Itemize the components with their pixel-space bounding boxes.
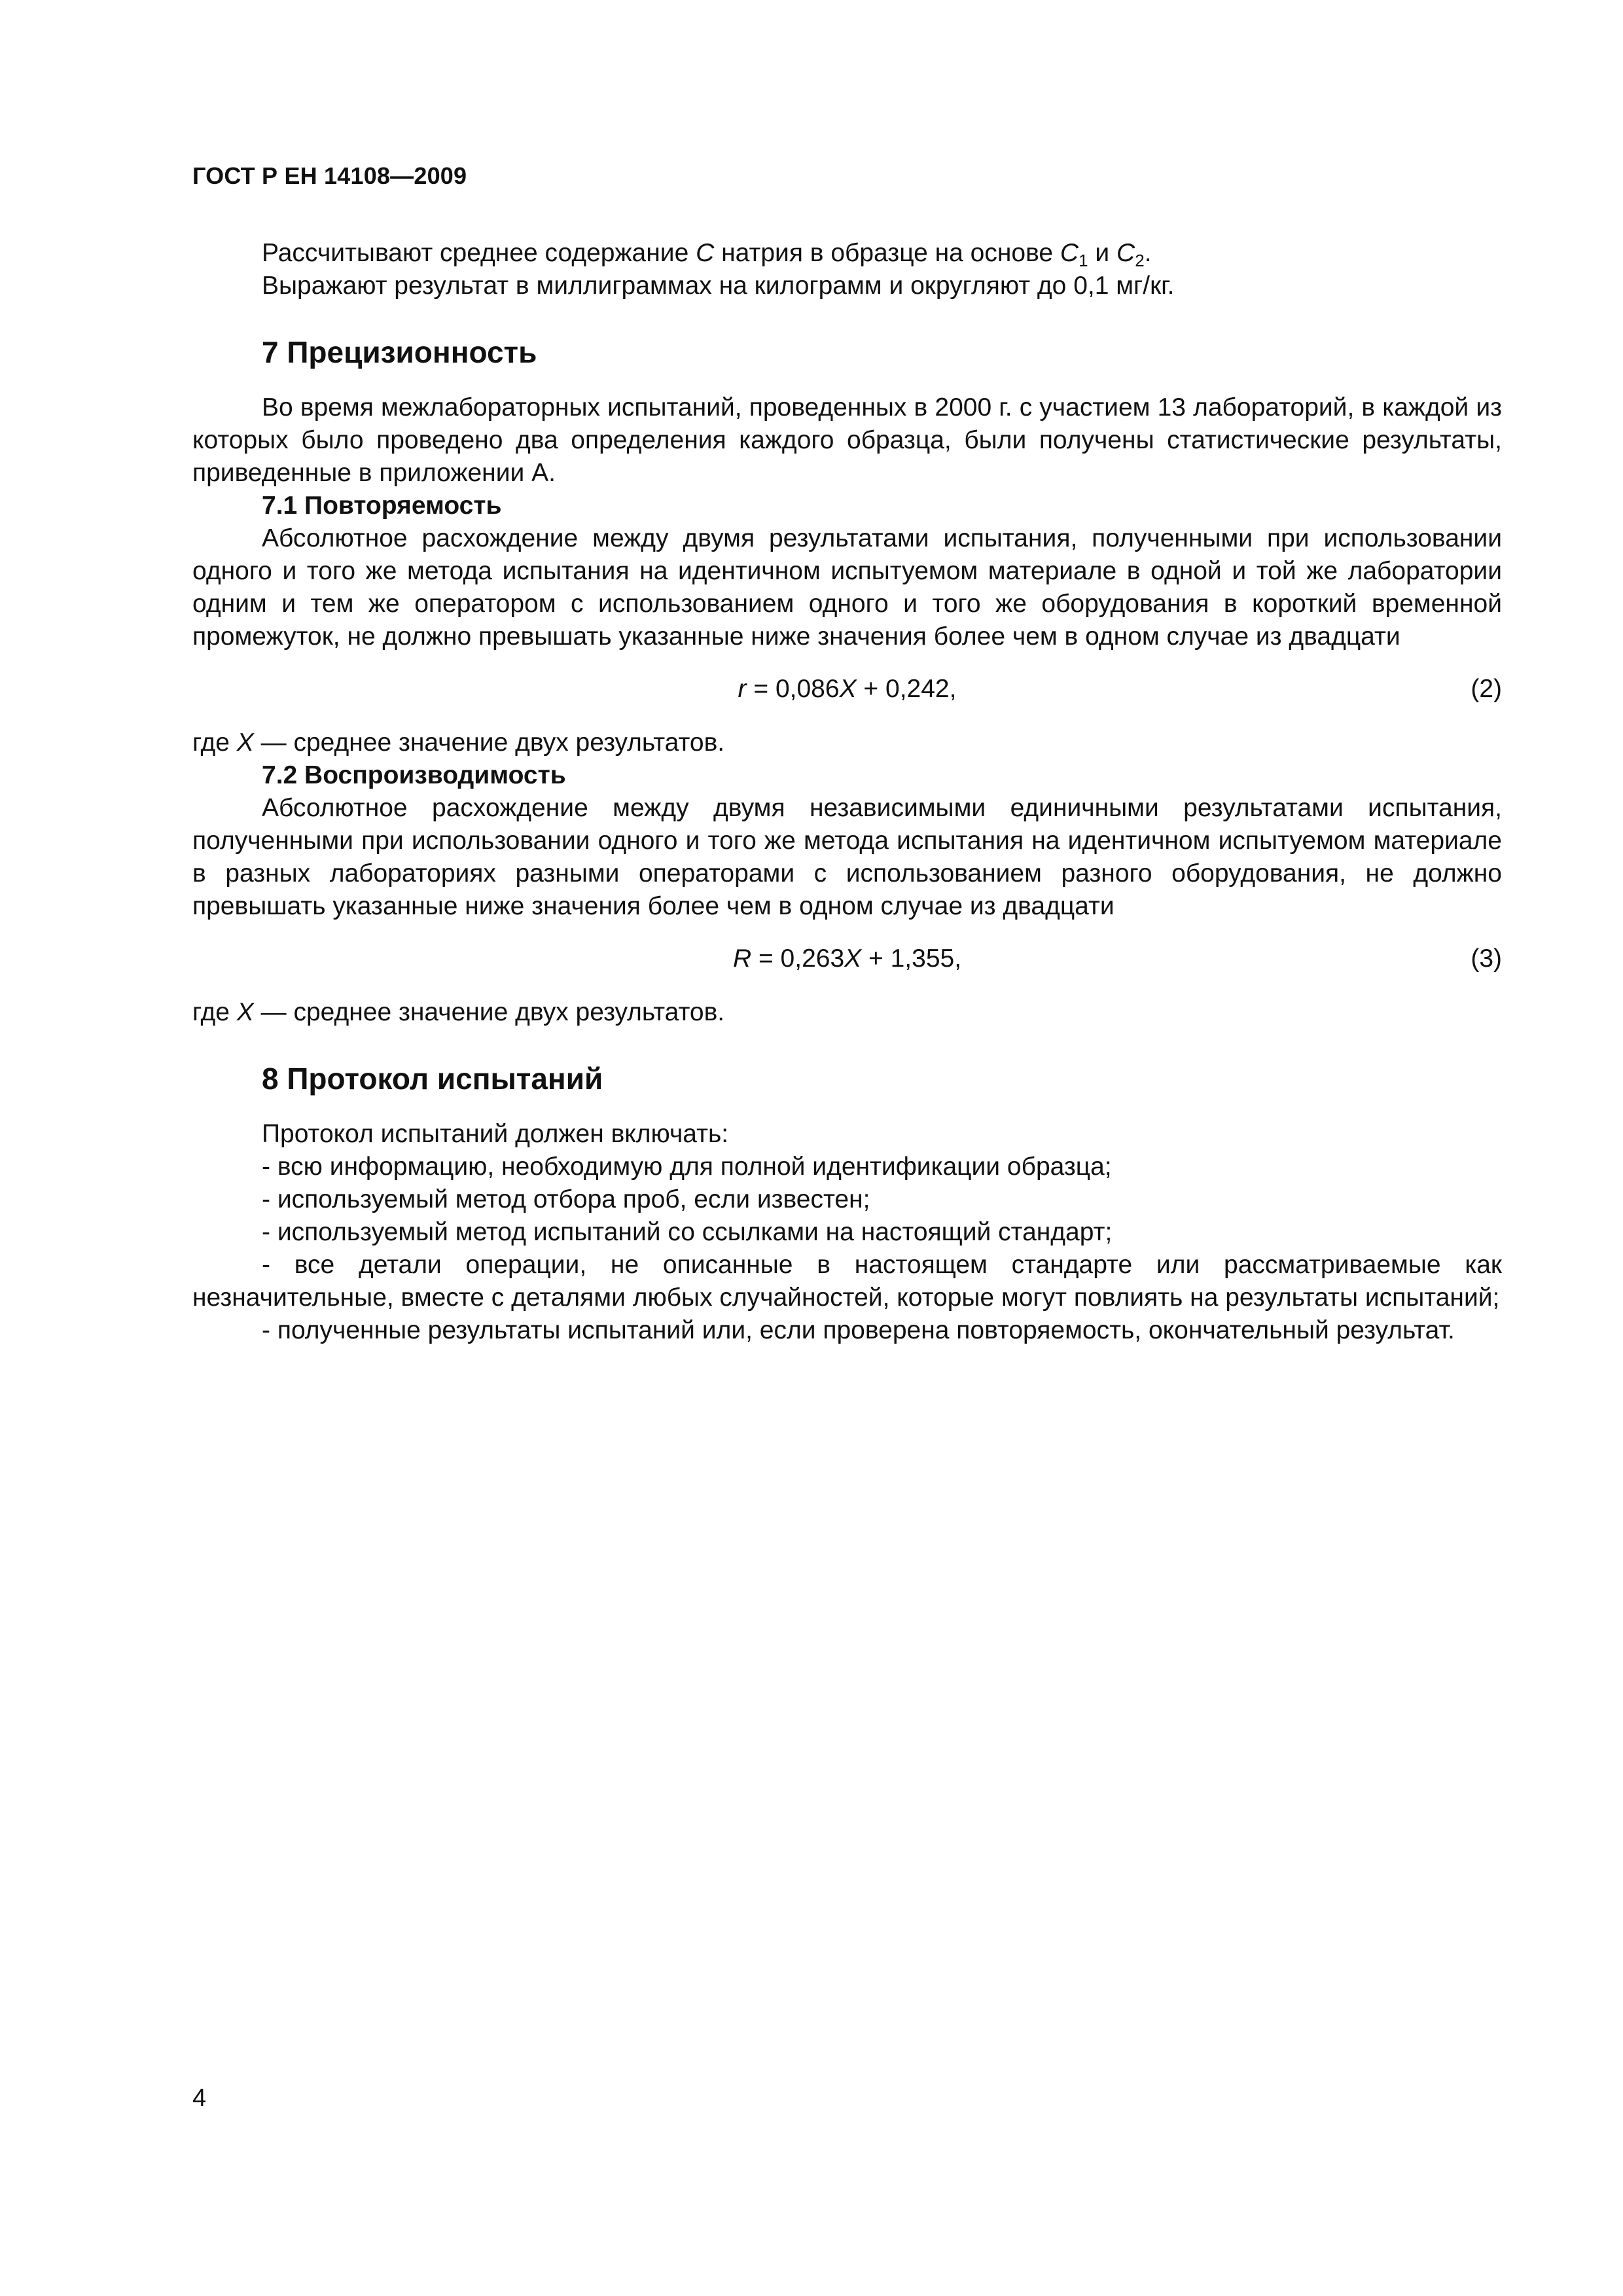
section-7-1-paragraph: Абсолютное расхождение между двумя результатами испытания, полученными при использовании одного и того же метода испытания на идентичном испытуемом материале в одной и той же лаборатории одним и тем же оператором с использованием одного и того же оборудования в короткий временной промежуток, не должно превышать указанные ниже значения более чем в одном случае из двадцати xyxy=(192,524,1502,651)
section-7-heading: 7 Прецизионность xyxy=(262,335,537,369)
express-result-paragraph: Выражают результат в миллиграммах на килограмм и округляют до 0,1 мг/кг. xyxy=(262,272,1175,300)
where-2-x: X xyxy=(236,728,254,757)
formula-2-part-b: + 0,242, xyxy=(856,675,957,703)
formula-3-where xyxy=(192,996,1502,1029)
formula-3-x: X xyxy=(844,944,862,973)
calc-end: . xyxy=(1144,239,1152,267)
section-8-heading: 8 Протокол испытаний xyxy=(262,1062,603,1096)
protocol-list-item: - все детали операции, не описанные в настоящем стандарте или рассматриваемые как незначительные, вместе с деталями любых случайностей, которые могут повлиять на результаты испытаний; xyxy=(192,1251,1502,1312)
where-3-b: — среднее значение двух результатов. xyxy=(260,998,725,1026)
protocol-list-item: - используемый метод испытаний со ссылками на настоящий стандарт; xyxy=(262,1218,1113,1246)
calc-variable: C xyxy=(696,239,715,267)
where-3-x: X xyxy=(236,998,254,1026)
where-2-a: где xyxy=(192,728,230,757)
section-7-paragraph: Во время межлабораторных испытаний, проведенных в 2000 г. с участием 13 лабораторий, в каждой из которых было проведено два определения каждого образца, были получены статистические результаты, приведенные в приложении А. xyxy=(192,393,1502,487)
calc-text-b: натрия в образце на основе xyxy=(721,239,1054,267)
section-7-1-heading: 7.1 Повторяемость xyxy=(262,492,502,520)
page-number: 4 xyxy=(192,2085,207,2112)
calculation-paragraph xyxy=(192,237,1502,270)
formula-2-part-a: = 0,086 xyxy=(746,675,840,703)
formula-3-part-a: = 0,263 xyxy=(751,944,845,973)
formula-2-number: (2) xyxy=(1471,675,1502,703)
formula-2-where xyxy=(192,726,1502,759)
c2-variable: C xyxy=(1116,239,1135,267)
formula-3-variable: R xyxy=(732,944,752,973)
protocol-list-item: - используемый метод отбора проб, если известен; xyxy=(262,1185,870,1213)
where-3-a: где xyxy=(192,998,230,1026)
c1-variable: C xyxy=(1060,239,1079,267)
formula-3-number: (3) xyxy=(1471,944,1502,973)
formula-2-x: X xyxy=(839,675,857,703)
document-body xyxy=(192,237,1502,1347)
c2-subscript: 2 xyxy=(1135,251,1145,270)
formula-3-expression xyxy=(192,942,1502,975)
c1-subscript: 1 xyxy=(1079,251,1088,270)
protocol-list-item: - всю информацию, необходимую для полной идентификации образца; xyxy=(262,1153,1112,1181)
calc-text-a: Рассчитывают среднее содержание xyxy=(262,239,689,267)
formula-2 xyxy=(192,673,1502,706)
formula-3 xyxy=(192,942,1502,975)
document-id-header: ГОСТ Р ЕН 14108—2009 xyxy=(192,162,467,189)
formula-2-variable: r xyxy=(738,675,747,703)
section-7-2-paragraph: Абсолютное расхождение между двумя независимыми единичными результатами испытания, полученными при использовании одного и того же метода испытания на идентичном испытуемом материале в разных лабораториях разными операторами с использованием разного оборудования, не должно превышать указанные ниже значения более чем в одном случае из двадцати xyxy=(192,794,1502,920)
formula-3-part-b: + 1,355, xyxy=(861,944,962,973)
section-7-2-heading: 7.2 Воспроизводимость xyxy=(262,761,566,789)
where-2-b: — среднее значение двух результатов. xyxy=(260,728,725,757)
protocol-list-item: - полученные результаты испытаний или, если проверена повторяемость, окончательный результат. xyxy=(262,1316,1455,1344)
calc-and: и xyxy=(1095,239,1110,267)
section-8-intro: Протокол испытаний должен включать: xyxy=(262,1120,729,1148)
formula-2-expression xyxy=(192,673,1502,706)
